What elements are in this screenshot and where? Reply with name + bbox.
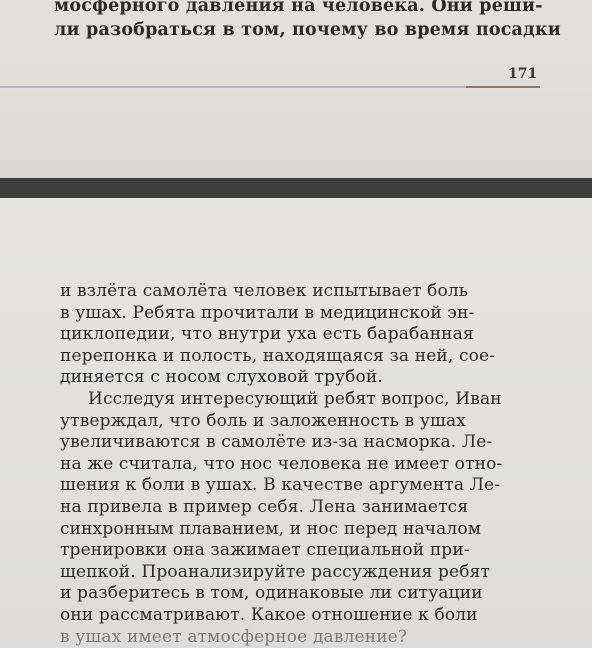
previous-page	[0, 0, 592, 178]
text-line: циклопедии, что внутри уха есть барабанная	[60, 324, 548, 346]
page-gap	[0, 178, 592, 198]
footer-rule	[0, 86, 512, 88]
previous-page-text	[54, 0, 544, 42]
text-line: щепкой. Проанализируйте рассуждения ребят	[60, 562, 548, 584]
text-line: утверждал, что боль и заложенность в ушах	[60, 411, 548, 433]
text-line: они рассматривают. Какое отношение к боли	[60, 605, 548, 627]
text-line: в ушах. Ребята прочитали в медицинской эн-	[60, 303, 548, 325]
text-line: ли разобраться в том, почему во время посадки	[54, 18, 544, 42]
page-number-underline	[466, 86, 540, 88]
text-line: синхронным плаванием, и нос перед началом	[60, 519, 548, 541]
text-line: Исследуя интересующий ребят вопрос, Иван	[60, 389, 548, 411]
text-line: и разберитесь в том, одинаковые ли ситуации	[60, 583, 548, 605]
text-line: на же считала, что нос человека не имеет отно-	[60, 454, 548, 476]
text-line: и взлёта самолёта человек испытывает боль	[60, 281, 548, 303]
text-line: мосферного давления на человека. Они реши-	[54, 0, 544, 18]
text-line: шения к боли в ушах. В качестве аргумента Ле-	[60, 475, 548, 497]
text-line: тренировки она зажимает специальной при-	[60, 540, 548, 562]
text-line: перепонка и полость, находящаяся за ней, сое-	[60, 346, 548, 368]
text-line: диняется с носом слуховой трубой.	[60, 367, 548, 389]
text-line: на привела в пример себя. Лена занимается	[60, 497, 548, 519]
paragraph-text	[60, 281, 548, 648]
page-number: 171	[508, 66, 537, 82]
text-line: увеличиваются в самолёте из-за насморка. Ле-	[60, 432, 548, 454]
text-line: в ушах имеет атмосферное давление?	[60, 627, 548, 648]
